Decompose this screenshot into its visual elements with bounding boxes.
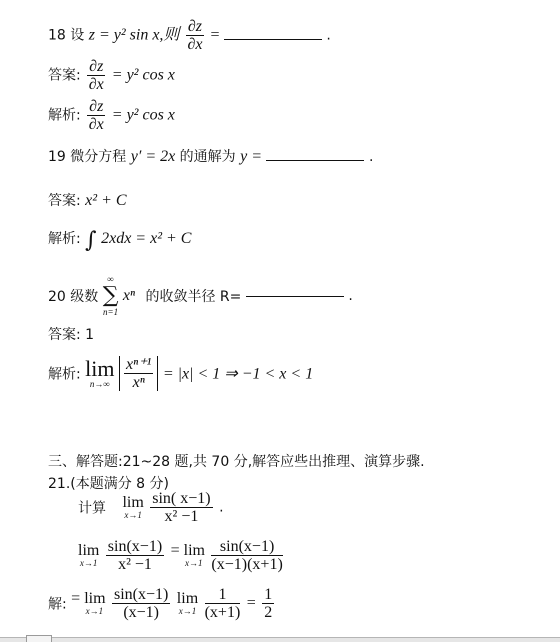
q18-analysis-fraction: [87, 98, 105, 133]
q19-expr2: y =: [240, 148, 263, 165]
q21-limit: [122, 495, 143, 520]
q19-analysis-line: [48, 228, 191, 253]
q20-ratio-fraction: [124, 356, 153, 391]
section-heading: 三、解答题:21~28 题,共 70 分,解答应些出推理、演算步骤.: [48, 454, 425, 470]
step2-lim-sub: x→1: [85, 606, 104, 616]
q19-expr: y′ = 2x: [130, 148, 176, 165]
step2-limit2: [177, 591, 198, 616]
q18-answer-line: [48, 58, 175, 93]
step2-eq2: =: [246, 594, 256, 612]
q21-compute-line: [78, 490, 224, 525]
step1-line: [78, 538, 285, 573]
q18-answer-fraction: [87, 58, 105, 93]
q21-lim-word: lim: [122, 494, 144, 511]
q18-label: 18 设: [48, 27, 85, 44]
q20-answer: 1: [85, 327, 95, 343]
q19-answer: x² + C: [85, 192, 127, 209]
step2-lim2-word: lim: [176, 590, 199, 607]
q18-answer-label: 答案:: [48, 67, 81, 84]
step1-frac-den: x² −1: [118, 556, 152, 573]
step2-lim2-sub: x→1: [178, 606, 197, 616]
step1-limit2: [171, 543, 205, 568]
window-bottom-bar: [0, 637, 560, 642]
solve-label: 解:: [48, 596, 67, 613]
q20-limit: [85, 358, 114, 389]
q18-blank: [224, 38, 322, 40]
step2-frac2-num: 1: [205, 586, 241, 604]
q19-line: [48, 146, 373, 166]
step2-frac3-den: 2: [264, 604, 273, 621]
step1-frac2-den: (x−1)(x+1): [211, 556, 283, 573]
q20-ratio-num: xⁿ⁺¹: [125, 356, 152, 373]
q18-analysis-frac-num: ∂z: [89, 98, 104, 115]
q20-lim-sub: n→∞: [89, 379, 110, 389]
q20-blank: [246, 295, 344, 297]
q19-answer-label: 答案:: [48, 193, 81, 209]
sigma-symbol: ∑: [102, 283, 119, 308]
q19-tail: .: [368, 149, 374, 165]
q19-label: 19 微分方程: [48, 149, 127, 165]
q21-frac-num: sin( x−1): [152, 490, 211, 507]
q21-frac-den: x² −1: [164, 508, 199, 525]
step2-fraction3: [262, 586, 274, 621]
step2-fraction: [112, 586, 170, 621]
step2-line: [48, 586, 276, 621]
q18-analysis-rhs: = y² cos x: [111, 106, 175, 124]
q18-analysis-frac-den: ∂x: [88, 116, 104, 133]
q18-answer-rhs: = y² cos x: [111, 66, 175, 84]
step1-fraction2: [211, 538, 282, 573]
q18-analysis-line: [48, 98, 175, 133]
step1-lim-word: lim: [78, 542, 100, 559]
q19-analysis: 2xdx = x² + C: [101, 230, 192, 247]
step2-frac3-num: 1: [264, 586, 273, 603]
q18-expr: z = y² sin x,则: [88, 26, 180, 44]
q20-ratio-den: xⁿ: [132, 374, 145, 391]
q20-mid: 的收敛半径 R=: [145, 289, 242, 305]
q20-line: [48, 274, 353, 318]
q18-answer-frac-num: ∂z: [89, 58, 104, 75]
q19-mid: 的通解为: [179, 149, 236, 165]
step2-frac-num: sin(x−1): [113, 586, 169, 603]
q20-analysis-rhs: = |x| < 1 ⇒ −1 < x < 1: [162, 365, 314, 383]
q18-analysis-label: 解析:: [48, 107, 81, 124]
q20-label: 20 级数: [48, 289, 99, 305]
q21-tail: .: [219, 499, 224, 516]
q21-label: 21.(本题满分 8 分): [48, 476, 169, 492]
q20-term: xⁿ: [122, 287, 136, 304]
step1-lim-sub: x→1: [79, 558, 98, 568]
step1-frac-num: sin(x−1): [107, 538, 163, 555]
q20-analysis-line: [48, 356, 313, 391]
sum-lower: n=1: [103, 307, 119, 317]
q20-lim-word: lim: [85, 356, 115, 381]
q18-frac-num: ∂z: [187, 18, 203, 35]
sum-notation: [103, 274, 119, 318]
integral-symbol: ∫: [85, 228, 97, 253]
step1-fraction: [106, 538, 164, 573]
q19-answer-line: [48, 190, 127, 210]
q21-lim-sub: x→1: [124, 510, 142, 520]
q18-eq: =: [210, 26, 220, 44]
q19-blank: [266, 159, 364, 161]
step2-limit: [71, 591, 105, 616]
step2-fraction2: [205, 586, 241, 621]
q20-answer-label: 答案:: [48, 327, 81, 343]
q18-tail: .: [326, 27, 331, 44]
bottom-tab[interactable]: [26, 635, 52, 642]
q20-answer-line: [48, 324, 94, 344]
q20-abs-value: [119, 356, 158, 391]
q21-fraction: [150, 490, 212, 525]
q18-frac-den: ∂x: [187, 36, 203, 53]
step1-limit: [78, 543, 99, 568]
step2-frac2-den: (x+1): [204, 604, 241, 621]
sum-upper: ∞: [107, 274, 114, 284]
q18-line: [48, 18, 331, 53]
compute-label: 计算: [78, 500, 106, 517]
q19-analysis-label: 解析:: [48, 231, 81, 247]
q18-answer-frac-den: ∂x: [88, 76, 104, 93]
q18-fraction: [186, 18, 204, 53]
step2-eq-lim: = lim: [71, 590, 106, 607]
q20-tail: .: [348, 288, 353, 304]
step1-eq-lim: = lim: [170, 542, 205, 559]
q20-analysis-label: 解析:: [48, 366, 81, 383]
step2-frac-den: (x−1): [123, 604, 159, 621]
step1-lim2-sub: x→1: [185, 558, 203, 568]
step1-frac2-num: sin(x−1): [211, 538, 282, 556]
